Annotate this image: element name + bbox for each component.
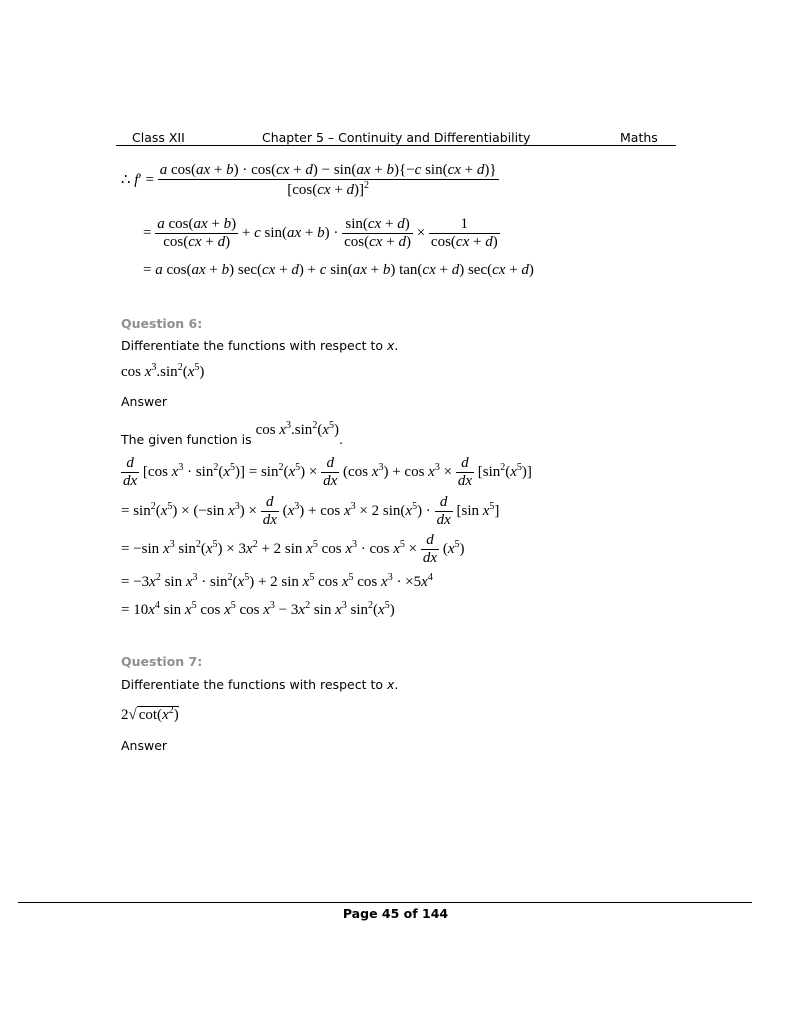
header-subject: Maths (620, 130, 658, 145)
question-heading: Question 7: (121, 654, 203, 669)
equation-line: = $\frac{\text{a cos(ax + b)}}{\cos(cx + d)}$ + c sin(ax + b) · $\frac{\sin(cx + d)}{\cos(cx + d)}$ × $\frac{1}{\cos(cx + d)}$ (143, 216, 498, 250)
footer-rule (18, 902, 752, 903)
question-heading: Question 6: (121, 316, 203, 331)
equation-line: ∴ f′ = $\frac{\text{a cos(ax + b) · cos(cx + d) − sin(ax + b)\{−c sin(cx + d)\}}}{[\cos(cx + d)]^2}$ (121, 162, 497, 198)
question-prompt: Differentiate the functions with respect to x. (121, 677, 399, 692)
equation-line: = a cos(ax + b) sec(cx + d) + c sin(ax + b) tan(cx + d) sec(cx + d) (143, 262, 534, 278)
question-function: $\cos x^3.\sin^2(x^5)$ (121, 362, 205, 380)
equation-line: = $\sin^2(x^5) \times (-\sin$ $x^3$) × $\frac{d}{dx}$ $(x^3) + \cos x^3 \times 2$ $\sin(x^5)$ · $\frac{d}{dx}$ [sin $x^5$] (121, 494, 500, 528)
answer-label: Answer (121, 738, 168, 753)
header-chapter: Chapter 5 – Continuity and Differentiability (262, 130, 531, 145)
equation-line: = −sin $x^3$ $\sin^2(x^5) \times 3x^2 + 2$ $\sin x^5$ $\cos x^3 \cdot \cos x^5$ × $\frac{d}{dx}$ $(x^5)$ (121, 532, 465, 566)
answer-label: Answer (121, 394, 168, 409)
header-class: Class XII (132, 130, 185, 145)
question-prompt: Differentiate the functions with respect to x. (121, 338, 399, 353)
question-function: 2√ $\cot(x^2)$ (121, 705, 179, 723)
header-rule (116, 145, 676, 146)
page-number: Page 45 of 144 (342, 906, 449, 921)
equation-line: = $10x^4$ $\sin x^5$ $\cos x^5$ $\cos x^3 - 3x^2$ $\sin x^3$ $\sin^2(x^5)$ (121, 600, 395, 618)
given-function-text: The given function is $\cos x^3.\sin^2(x^5)$. (121, 420, 343, 447)
equation-line: = $-3x^2$ $\sin x^3 \cdot \sin^2(x^5) + 2$ $\sin x^5$ $\cos x^5$ $\cos x^3 \cdot \times 5x^4$ (121, 572, 433, 590)
equation-line: $\frac{d}{dx}$ [cos $x^3 \cdot \sin^2(x^5)] = \sin^2(x^5)$ × $\frac{d}{dx}$ (cos $x^3) + \cos x^3$ × $\frac{d}{dx}$ $[\sin^2(x^5)]$ (123, 455, 532, 489)
